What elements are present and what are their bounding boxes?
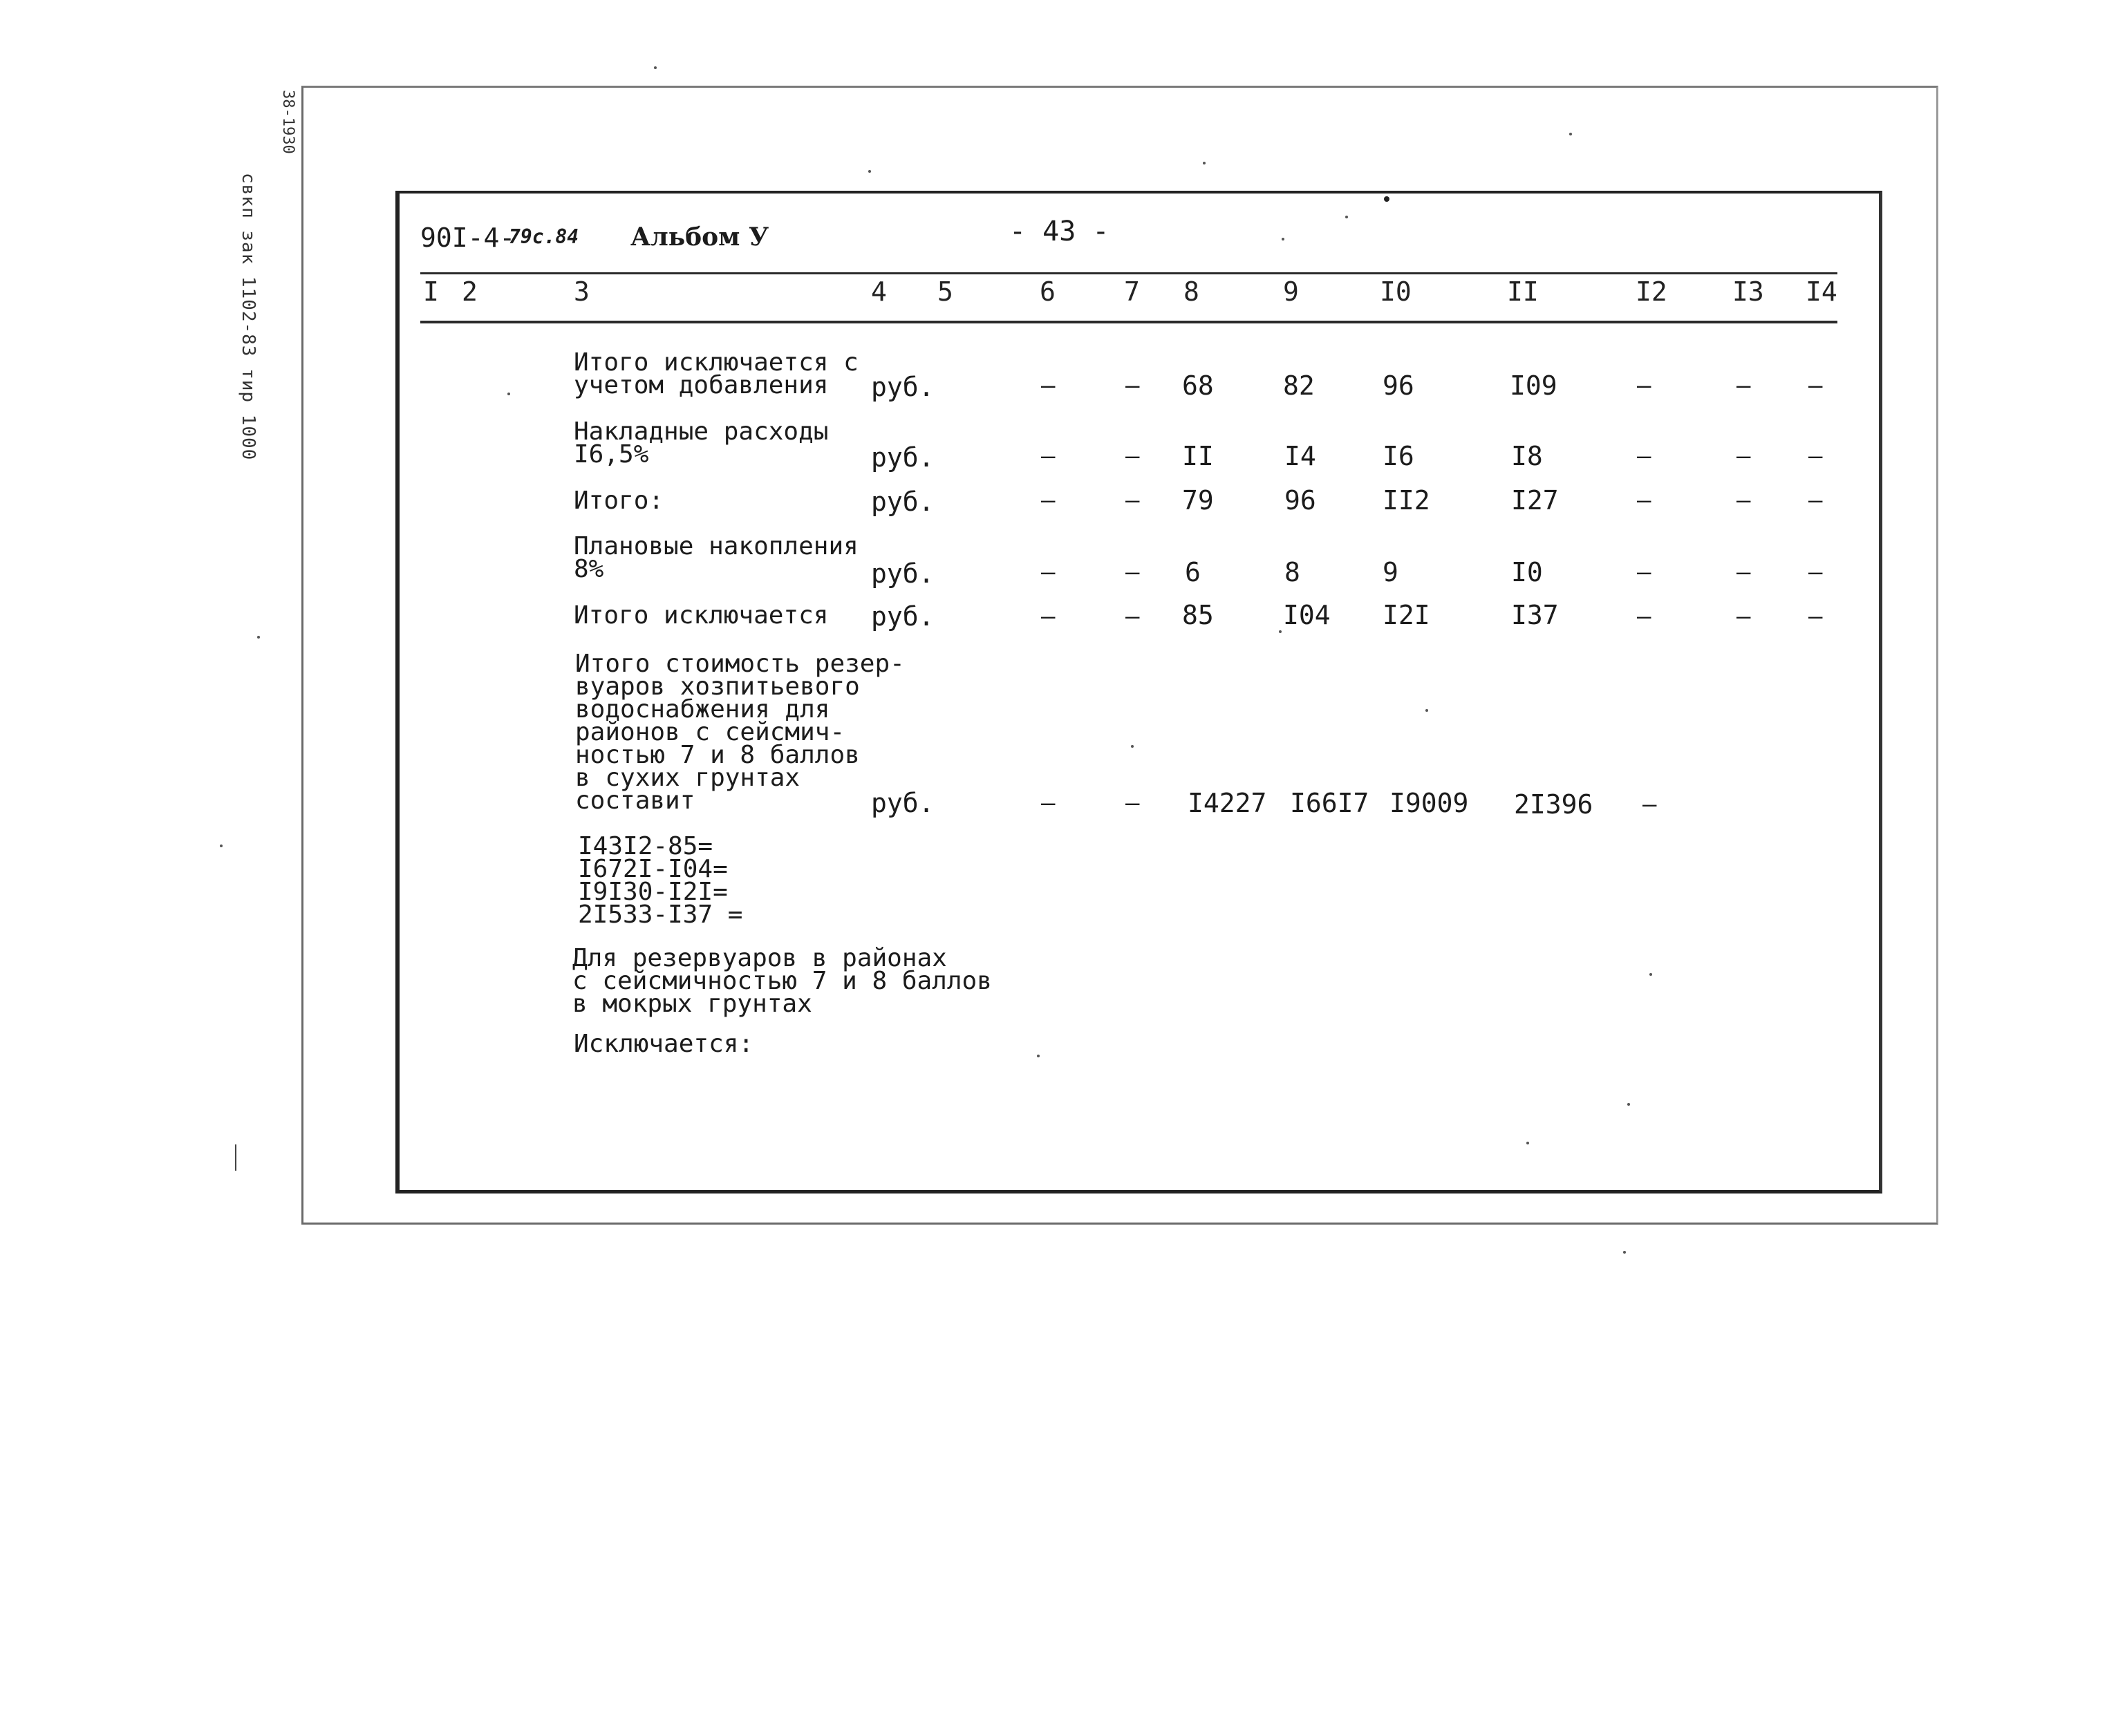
- cell-c9: 96: [1284, 485, 1316, 516]
- col-11: II: [1507, 276, 1539, 307]
- col-7: 7: [1124, 276, 1140, 307]
- row-label: Итого стоимость резер- вуаров хозпитьевого водоснабжения для районов с сейсмич- ностью 7 и 8 баллов в сухих грунтах составит: [575, 650, 905, 815]
- scan-speck: [257, 636, 260, 639]
- cell-c12: –: [1637, 372, 1651, 399]
- scan-speck: [1384, 196, 1389, 202]
- unit-cell: руб.: [871, 442, 935, 473]
- row-label: Итого исключается с учетом добавления: [574, 348, 859, 399]
- wet-soil-note: Для резервуаров в районах с сейсмичностью 7 и 8 баллов в мокрых грунтах: [572, 944, 992, 1018]
- calculation-line: I9I30-I2I=: [578, 878, 728, 906]
- cell-c8: I4227: [1188, 788, 1267, 818]
- cell-c6: –: [1041, 558, 1056, 586]
- cell-c6: –: [1041, 442, 1056, 470]
- cell-c8: 6: [1185, 557, 1201, 587]
- row-label: Итого:: [574, 487, 664, 515]
- row-label: Итого исключается: [574, 601, 829, 630]
- cell-c13: –: [1736, 487, 1751, 514]
- calculation-line: I672I-I04=: [578, 855, 728, 883]
- cell-c9: I04: [1283, 600, 1331, 630]
- cell-c7: –: [1125, 442, 1140, 470]
- col-4: 4: [871, 276, 887, 307]
- scan-speck: [1569, 133, 1572, 135]
- cell-c13: –: [1736, 603, 1751, 630]
- cell-c7: –: [1125, 603, 1140, 630]
- cell-c11: I27: [1511, 485, 1559, 516]
- col-8: 8: [1183, 276, 1199, 307]
- cell-c11: I8: [1511, 441, 1543, 471]
- document-code-handwritten: 79с.84: [509, 225, 579, 248]
- cell-c6: –: [1041, 372, 1056, 399]
- col-13: I3: [1732, 276, 1764, 307]
- row-label: Плановые накопления 8%: [574, 532, 859, 583]
- scan-speck: [1282, 238, 1284, 240]
- unit-cell: руб.: [871, 372, 935, 402]
- cell-c12: –: [1637, 487, 1651, 514]
- archive-code: 38-1930: [279, 90, 297, 154]
- col-9: 9: [1283, 276, 1299, 307]
- cell-c14: –: [1808, 603, 1823, 630]
- cell-c6: –: [1041, 789, 1056, 817]
- unit-cell: руб.: [871, 788, 935, 818]
- cell-c10: 9: [1383, 557, 1398, 587]
- unit-cell: руб.: [871, 487, 935, 517]
- cell-c11: 2I396: [1514, 789, 1593, 820]
- unit-cell: руб.: [871, 601, 935, 632]
- scan-speck: [1279, 630, 1282, 633]
- cell-c8: 85: [1182, 600, 1214, 630]
- cell-c10: 96: [1383, 370, 1414, 401]
- cell-c6: –: [1041, 603, 1056, 630]
- column-header-top-rule: [420, 272, 1837, 274]
- row-label: Накладные расходы I6,5%: [574, 417, 829, 469]
- scan-speck: [1627, 1103, 1630, 1106]
- scan-speck: [1623, 1251, 1626, 1254]
- cell-c12: –: [1637, 603, 1651, 630]
- scan-speck: [507, 393, 510, 395]
- excluded-label: Исключается:: [574, 1030, 754, 1058]
- cell-c8: II: [1182, 441, 1214, 471]
- scan-speck: [654, 66, 657, 69]
- album-title: Альбом У: [630, 223, 769, 252]
- cell-c9: I4: [1284, 441, 1316, 471]
- cell-c12: –: [1637, 558, 1651, 586]
- cell-c9: 8: [1284, 557, 1300, 587]
- calculation-line: I43I2-85=: [578, 832, 713, 860]
- col-2: 2: [462, 276, 478, 307]
- column-header-bottom-rule: [420, 321, 1837, 323]
- calculation-line: 2I533-I37 =: [578, 900, 743, 929]
- print-note: свкп зак 1102-83 тир 1000: [238, 173, 259, 461]
- cell-c12: –: [1637, 442, 1651, 470]
- cell-c14: –: [1808, 372, 1823, 399]
- cell-c12: –: [1642, 791, 1657, 818]
- cell-c10: I9009: [1389, 788, 1469, 818]
- cell-c10: I6: [1383, 441, 1414, 471]
- col-12: I2: [1636, 276, 1667, 307]
- scan-speck: [1037, 1055, 1040, 1057]
- cell-c7: –: [1125, 487, 1140, 514]
- cell-c7: –: [1125, 789, 1140, 817]
- scan-speck: [868, 170, 871, 173]
- col-10: I0: [1380, 276, 1412, 307]
- scan-speck: [1345, 216, 1348, 218]
- cell-c7: –: [1125, 372, 1140, 399]
- cell-c9: 82: [1283, 370, 1315, 401]
- cell-c13: –: [1736, 442, 1751, 470]
- cell-c14: –: [1808, 558, 1823, 586]
- scan-speck: [220, 845, 223, 847]
- scan-speck: [1649, 973, 1652, 976]
- calculation-list: [578, 832, 743, 929]
- cell-c11: I0: [1511, 557, 1543, 587]
- col-6: 6: [1040, 276, 1056, 307]
- cell-c13: –: [1736, 558, 1751, 586]
- col-1: I: [423, 276, 439, 307]
- col-5: 5: [937, 276, 953, 307]
- unit-cell: руб.: [871, 558, 935, 589]
- cell-c11: I37: [1511, 600, 1559, 630]
- cell-c8: 79: [1182, 485, 1214, 516]
- cell-c14: –: [1808, 487, 1823, 514]
- cell-c7: –: [1125, 558, 1140, 586]
- cell-c6: –: [1041, 487, 1056, 514]
- cell-c14: –: [1808, 442, 1823, 470]
- cell-c11: I09: [1510, 370, 1557, 401]
- scan-speck: [1425, 709, 1428, 712]
- scan-speck: [1203, 162, 1206, 164]
- document-code: 90I-4-: [420, 223, 516, 253]
- cell-c10: II2: [1383, 485, 1430, 516]
- cell-c10: I2I: [1383, 600, 1430, 630]
- page-number: - 43 -: [1009, 216, 1109, 247]
- cell-c8: 68: [1182, 370, 1214, 401]
- col-14: I4: [1806, 276, 1837, 307]
- margin-mark: [235, 1144, 236, 1171]
- cell-c9: I66I7: [1290, 788, 1369, 818]
- col-3: 3: [574, 276, 590, 307]
- cell-c13: –: [1736, 372, 1751, 399]
- scan-speck: [1526, 1142, 1529, 1144]
- scan-speck: [1131, 745, 1134, 748]
